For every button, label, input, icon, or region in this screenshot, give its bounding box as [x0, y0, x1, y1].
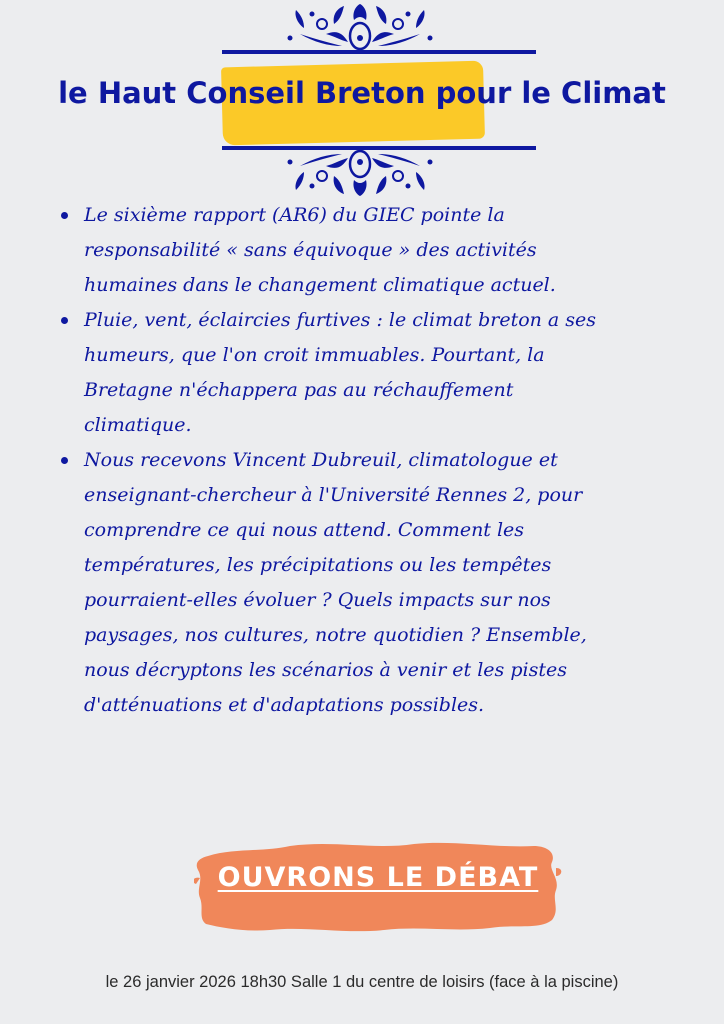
bullet-line: Bretagne n'échappera pas au réchauffement: [84, 379, 514, 401]
bullet-line: Le sixième rapport (AR6) du GIEC pointe la: [84, 204, 505, 226]
bullet-line: humeurs, que l'on croit immuables. Pourtant, la: [84, 344, 545, 366]
open-debate-button[interactable]: OUVRONS LE DÉBAT: [217, 862, 539, 893]
page-title: le Haut Conseil Breton pour le Climat: [58, 76, 666, 110]
bullet-line: responsabilité « sans équivoque » des activités: [84, 239, 537, 261]
bullet-line: paysages, nos cultures, notre quotidien ? Ensemble,: [84, 624, 587, 646]
bullet-line: d'atténuations et d'adaptations possibles.: [84, 694, 485, 716]
bullet-line: climatique.: [84, 414, 192, 436]
event-details: le 26 janvier 2026 18h30 Salle 1 du centre de loisirs (face à la piscine): [105, 973, 619, 991]
bullet-dot-icon: [61, 212, 68, 219]
bullet-line: comprendre ce qui nous attend. Comment les: [84, 519, 525, 541]
list-item: [84, 198, 644, 303]
floral-ornament-bottom-icon: [282, 150, 438, 198]
bullet-dot-icon: [61, 317, 68, 324]
bullet-line: enseignant-chercheur à l'Université Rennes 2, pour: [84, 484, 583, 506]
floral-ornament-top-icon: [282, 2, 438, 50]
bullet-line: humaines dans le changement climatique actuel.: [84, 274, 556, 296]
bullet-line: Pluie, vent, éclaircies furtives : le climat breton a ses: [84, 309, 597, 331]
bullet-line: pourraient-elles évoluer ? Quels impacts sur nos: [84, 589, 551, 611]
list-item: [84, 443, 644, 723]
bullet-dot-icon: [61, 457, 68, 464]
bullet-list: [84, 198, 644, 723]
bullet-line: Nous recevons Vincent Dubreuil, climatologue et: [84, 449, 558, 471]
list-item: [84, 303, 644, 443]
top-divider: [222, 50, 536, 54]
bullet-line: températures, les précipitations ou les tempêtes: [84, 554, 552, 576]
bullet-line: nous décryptons les scénarios à venir et les pistes: [84, 659, 567, 681]
